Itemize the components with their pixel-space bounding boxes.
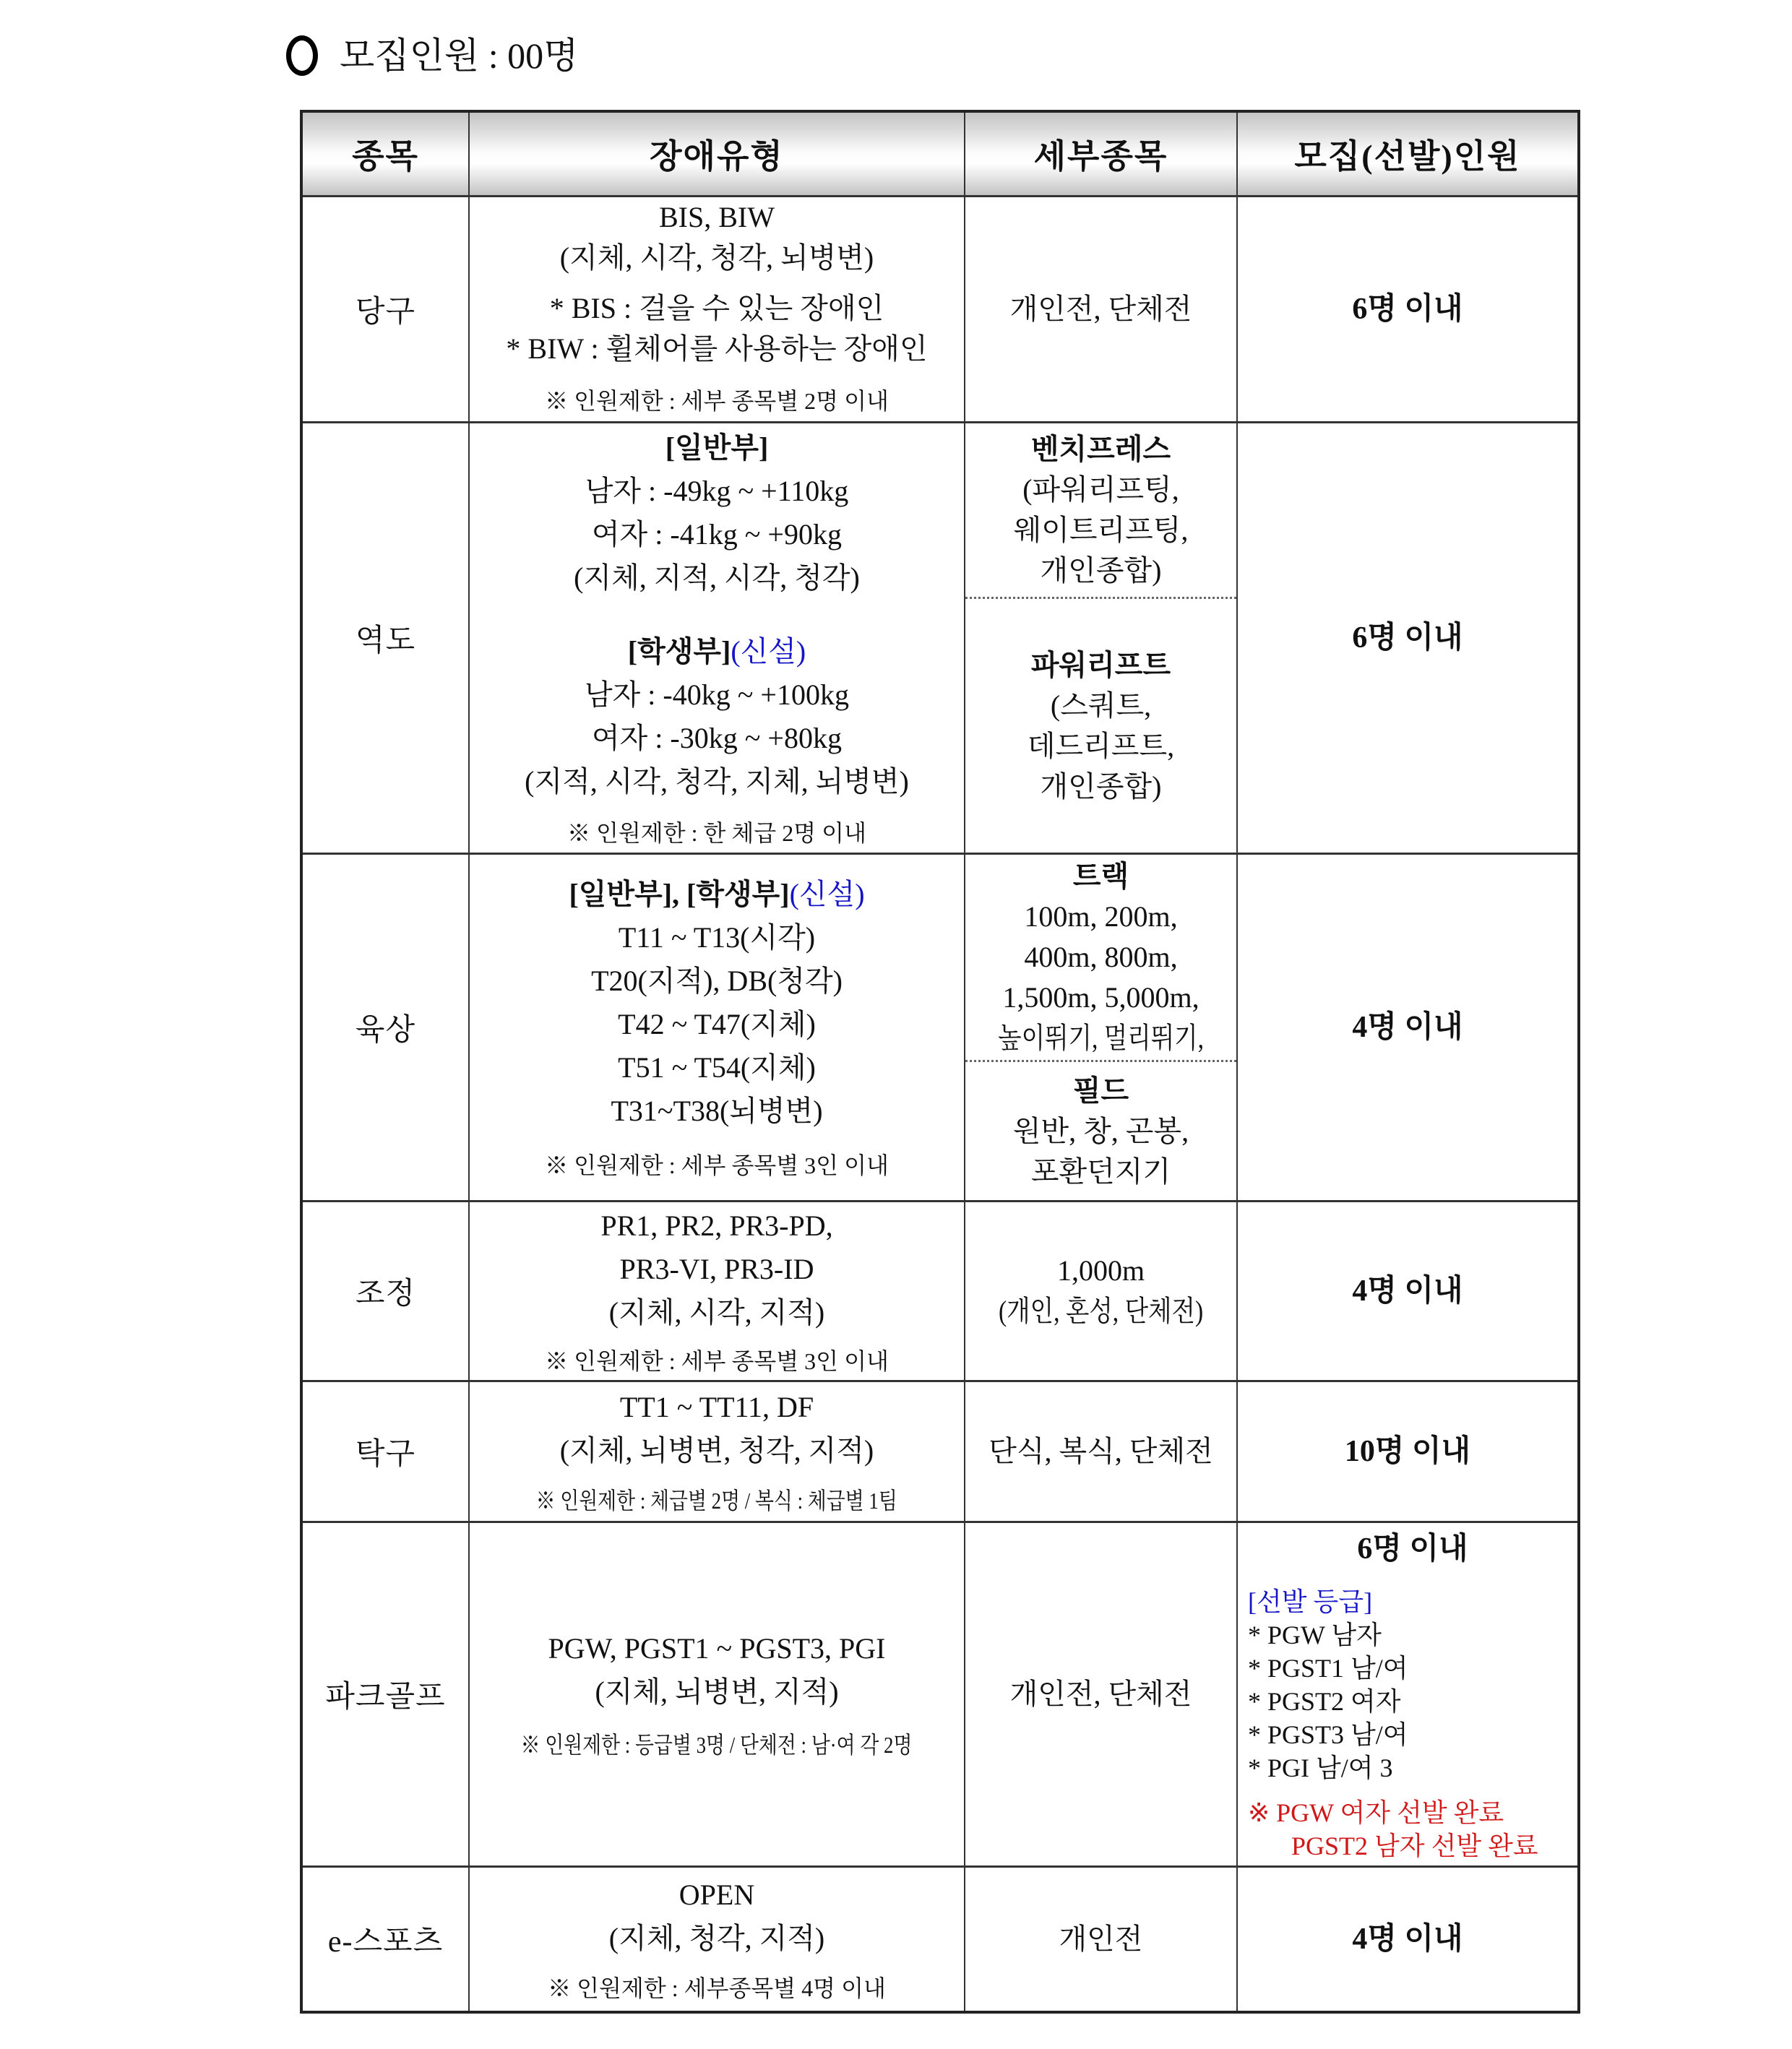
cell-text: T31~T38(뇌병변) [611, 1095, 823, 1127]
cell-line [470, 288, 964, 329]
cell-text: PGW, PGST1 ~ PGST3, PGI [548, 1632, 886, 1665]
cell-line [1014, 510, 1189, 551]
cell-text: * PGST1 남/여 [1248, 1654, 1408, 1683]
table-row-esports [301, 1867, 1579, 2013]
cell-text: (신설) [789, 878, 865, 910]
esports-quota-cell [1237, 1867, 1579, 2013]
cell-text: 6명 이내 [1357, 1532, 1468, 1566]
cell-text: PR3-VI, PR3-ID [619, 1253, 814, 1285]
cell-line [470, 760, 964, 803]
cell-text: PR1, PR2, PR3-PD, [600, 1209, 833, 1242]
weightlifting-disability-cell [469, 423, 965, 854]
header-row [301, 111, 1579, 197]
cell-text: 데드리프트, [1027, 729, 1175, 762]
table-tennis-disability-cell [469, 1381, 965, 1522]
cell-line [965, 1251, 1236, 1291]
cell-line [470, 1917, 964, 1960]
cell-text: * PGI 남/여 3 [1248, 1753, 1393, 1782]
cell-text: (신설) [731, 635, 806, 668]
cell-line [1238, 1004, 1577, 1051]
park-golf-disability-cell [469, 1522, 965, 1867]
cell-text: ※ PGW 여자 선발 완료 [1248, 1798, 1504, 1827]
cell-line [470, 1003, 964, 1046]
cell-line [1022, 470, 1179, 510]
esports-detail-cell [965, 1867, 1237, 2013]
sport-name-rowing: 조정 [301, 1202, 469, 1381]
col-header-detail-events: 세부종목 [965, 111, 1237, 197]
cell-text: 트랙 [1072, 860, 1129, 892]
table-row-billiards [301, 197, 1579, 423]
cell-text: (스쿼트, [1050, 689, 1152, 722]
cell-line [1248, 1718, 1577, 1751]
cell-text: 여자 : -41kg ~ +90kg [592, 518, 842, 551]
cell-line [470, 630, 964, 673]
cell-text: 개인전, 단체전 [1009, 293, 1192, 325]
cell-line [1248, 1796, 1577, 1829]
cell-line [1248, 1751, 1577, 1785]
table-row-weightlifting [301, 423, 1579, 854]
cell-line [1031, 645, 1171, 686]
cell-line [470, 1429, 964, 1472]
cell-line [470, 1090, 964, 1133]
billiards-detail-cell [965, 197, 1237, 423]
cell-text: PGST2 남자 선발 완료 [1291, 1832, 1538, 1860]
cell-line [1248, 1526, 1577, 1572]
cell-line [1248, 1618, 1577, 1652]
athletics-detail-cell [965, 854, 1237, 1202]
sport-name-table-tennis: 탁구 [301, 1381, 469, 1522]
cell-line [1248, 1829, 1577, 1863]
cell-text: 400m, 800m, [1024, 941, 1178, 973]
cell-line [1073, 1071, 1129, 1111]
billiards-disability-cell [469, 197, 965, 423]
powerlift-section [965, 599, 1236, 853]
cell-line [965, 1918, 1236, 1961]
cell-text: (지체, 시각, 청각, 뇌병변) [559, 241, 874, 274]
weightlifting-quota-cell [1237, 423, 1579, 854]
sport-name-esports: e-스포츠 [301, 1867, 469, 2013]
cell-line [470, 1386, 964, 1429]
cell-text: T51 ~ T54(지체) [618, 1051, 816, 1084]
cell-text: 남자 : -40kg ~ +100kg [585, 678, 849, 711]
cell-line [1024, 937, 1177, 978]
rowing-disability-cell [469, 1202, 965, 1381]
page-title [286, 35, 578, 77]
cell-text: (파워리프팅, [1022, 473, 1179, 506]
table-tennis-quota-cell [1237, 1381, 1579, 1522]
weightlifting-detail-cell [965, 423, 1237, 854]
cell-text: (지체, 뇌병변, 지적) [595, 1675, 839, 1708]
cell-line [1051, 686, 1151, 726]
cell-text: 남자 : -49kg ~ +110kg [585, 475, 849, 507]
cell-text: 여자 : -30kg ~ +80kg [592, 722, 842, 754]
title-text: 모집인원 : 00명 [340, 35, 579, 76]
cell-line [965, 1430, 1236, 1473]
cell-text: 개인종합) [1040, 769, 1162, 803]
benchpress-section [965, 423, 1236, 597]
recruitment-table [300, 110, 1580, 2014]
cell-text: 6명 이내 [1352, 621, 1463, 655]
cell-line [1013, 1111, 1189, 1152]
cell-line [1248, 1652, 1577, 1685]
cell-text: [일반부], [학생부] [569, 878, 790, 910]
sport-name-athletics: 육상 [301, 854, 469, 1202]
cell-line [1041, 551, 1162, 591]
cell-line [1238, 1428, 1577, 1475]
cell-text: OPEN [679, 1878, 755, 1911]
athletics-quota-cell [1237, 854, 1579, 1202]
cell-text: T11 ~ T13(시각) [618, 921, 816, 954]
park-golf-detail-cell [965, 1522, 1237, 1867]
cell-line [470, 1248, 964, 1291]
cell-line [470, 1972, 964, 2005]
cell-text: * PGW 남자 [1248, 1621, 1382, 1649]
cell-line [470, 1627, 964, 1670]
cell-text: 파워리프트 [1030, 648, 1171, 681]
cell-text: * BIW : 휠체어를 사용하는 장애인 [506, 332, 928, 365]
cell-line [1248, 1585, 1577, 1618]
cell-line [1028, 726, 1174, 767]
cell-text: (지체, 시각, 지적) [608, 1296, 825, 1329]
cell-text: 100m, 200m, [1024, 900, 1178, 933]
cell-line [1238, 1268, 1577, 1314]
cell-line [470, 329, 964, 369]
sport-name-weightlifting: 역도 [301, 423, 469, 854]
cell-text: 원반, 창, 곤봉, [1012, 1114, 1189, 1147]
cell-line [470, 1873, 964, 1917]
table-row-park-golf [301, 1522, 1579, 1867]
cell-text: 1,000m [1056, 1254, 1145, 1287]
cell-text: 벤치프레스 [1030, 433, 1171, 465]
cell-line [470, 1484, 964, 1517]
cell-line [1031, 1152, 1171, 1192]
cell-line [978, 1018, 1223, 1058]
cell-text: 단식, 복식, 단체전 [988, 1435, 1213, 1467]
cell-line [470, 426, 964, 470]
cell-line [470, 916, 964, 959]
cell-text: 4명 이내 [1352, 1923, 1463, 1956]
cell-line [470, 1345, 964, 1378]
cell-text: 6명 이내 [1352, 293, 1463, 326]
col-header-sport: 종목 [301, 111, 469, 197]
cell-line [470, 513, 964, 556]
cell-text: 4명 이내 [1352, 1274, 1463, 1308]
track-section [965, 855, 1236, 1060]
cell-text: 4명 이내 [1352, 1011, 1463, 1044]
esports-disability-cell [469, 1867, 965, 2013]
col-header-quota: 모집(선발)인원 [1237, 111, 1579, 197]
cell-text: ※ 인원제한 : 체급별 2명 / 복식 : 체급별 1팀 [535, 1488, 898, 1514]
cell-line [470, 1149, 964, 1182]
table-tennis-detail-cell [965, 1381, 1237, 1522]
table-row-athletics [301, 854, 1579, 1202]
cell-text: [일반부] [665, 431, 769, 464]
field-section [965, 1062, 1236, 1200]
cell-line [1073, 856, 1129, 897]
cell-line [470, 1046, 964, 1090]
cell-text: * PGST3 남/여 [1248, 1720, 1408, 1749]
cell-text: ※ 인원제한 : 세부 종목별 2명 이내 [545, 388, 889, 414]
cell-text: BIS, BIW [659, 201, 775, 233]
cell-line [965, 1673, 1236, 1716]
cell-text: (지적, 시각, 청각, 지체, 뇌병변) [525, 765, 909, 798]
cell-text: * BIS : 걸을 수 있는 장애인 [549, 292, 884, 324]
cell-text: (지체, 청각, 지적) [608, 1922, 825, 1954]
cell-text: 필드 [1072, 1074, 1129, 1107]
cell-text: T20(지적), DB(청각) [591, 965, 843, 997]
cell-text: 1,500m, 5,000m, [1002, 981, 1199, 1014]
cell-text: [선발 등급] [1248, 1587, 1373, 1616]
cell-line [1238, 1916, 1577, 1962]
cell-line [470, 1204, 964, 1248]
cell-text: 포환던지기 [1030, 1155, 1171, 1188]
cell-line [470, 470, 964, 513]
cell-text: ※ 인원제한 : 세부종목별 4명 이내 [548, 1975, 886, 2001]
cell-line [1041, 767, 1162, 807]
cell-line [470, 1291, 964, 1334]
cell-text: (지체, 뇌병변, 청각, 지적) [559, 1434, 874, 1467]
cell-line [470, 1670, 964, 1714]
athletics-disability-cell [469, 854, 965, 1202]
cell-text: 개인전, 단체전 [1009, 1678, 1192, 1710]
cell-line [470, 717, 964, 760]
cell-line [470, 197, 964, 238]
cell-line [470, 959, 964, 1003]
cell-text: ※ 인원제한 : 세부 종목별 3인 이내 [545, 1348, 889, 1374]
cell-text: 개인전 [1059, 1923, 1143, 1955]
cell-text: 웨이트리프팅, [1013, 514, 1189, 546]
cell-text: (지체, 지적, 시각, 청각) [574, 561, 860, 594]
cell-line [470, 556, 964, 600]
cell-text: T42 ~ T47(지체) [618, 1008, 816, 1040]
cell-text: 10명 이내 [1344, 1435, 1471, 1468]
cell-line [470, 381, 964, 421]
cell-line [1238, 615, 1577, 661]
cell-line [470, 673, 964, 717]
cell-text: TT1 ~ TT11, DF [619, 1391, 814, 1423]
cell-line [965, 1291, 1236, 1332]
park-golf-quota-cell [1237, 1522, 1579, 1867]
table-row-rowing [301, 1202, 1579, 1381]
billiards-quota-cell [1237, 197, 1579, 423]
cell-line [965, 289, 1236, 329]
rowing-quota-cell [1237, 1202, 1579, 1381]
cell-text: [학생부] [627, 635, 731, 668]
sport-name-billiards: 당구 [301, 197, 469, 423]
cell-line [1031, 429, 1171, 470]
cell-text: * PGST2 여자 [1248, 1687, 1401, 1716]
circle-bullet-icon [286, 35, 318, 76]
cell-line [1002, 978, 1199, 1018]
cell-line [470, 238, 964, 278]
cell-text: (개인, 혼성, 단체전) [998, 1295, 1204, 1327]
table-row-table-tennis [301, 1381, 1579, 1522]
cell-text: ※ 인원제한 : 한 체급 2명 이내 [567, 820, 866, 846]
cell-text: 높이뛰기, 멀리뛰기, [998, 1022, 1204, 1054]
sport-name-park-golf: 파크골프 [301, 1522, 469, 1867]
cell-line [470, 816, 964, 850]
cell-line [1238, 289, 1577, 329]
cell-line [470, 873, 964, 916]
cell-line [1024, 897, 1177, 937]
cell-text: ※ 인원제한 : 세부 종목별 3인 이내 [545, 1152, 889, 1178]
rowing-detail-cell [965, 1202, 1237, 1381]
cell-text: 개인종합) [1040, 554, 1162, 587]
cell-line [470, 1728, 964, 1761]
col-header-disability-type: 장애유형 [469, 111, 965, 197]
cell-line [1248, 1685, 1577, 1718]
cell-text: ※ 인원제한 : 등급별 3명 / 단체전 : 남·여 각 2명 [521, 1732, 913, 1758]
